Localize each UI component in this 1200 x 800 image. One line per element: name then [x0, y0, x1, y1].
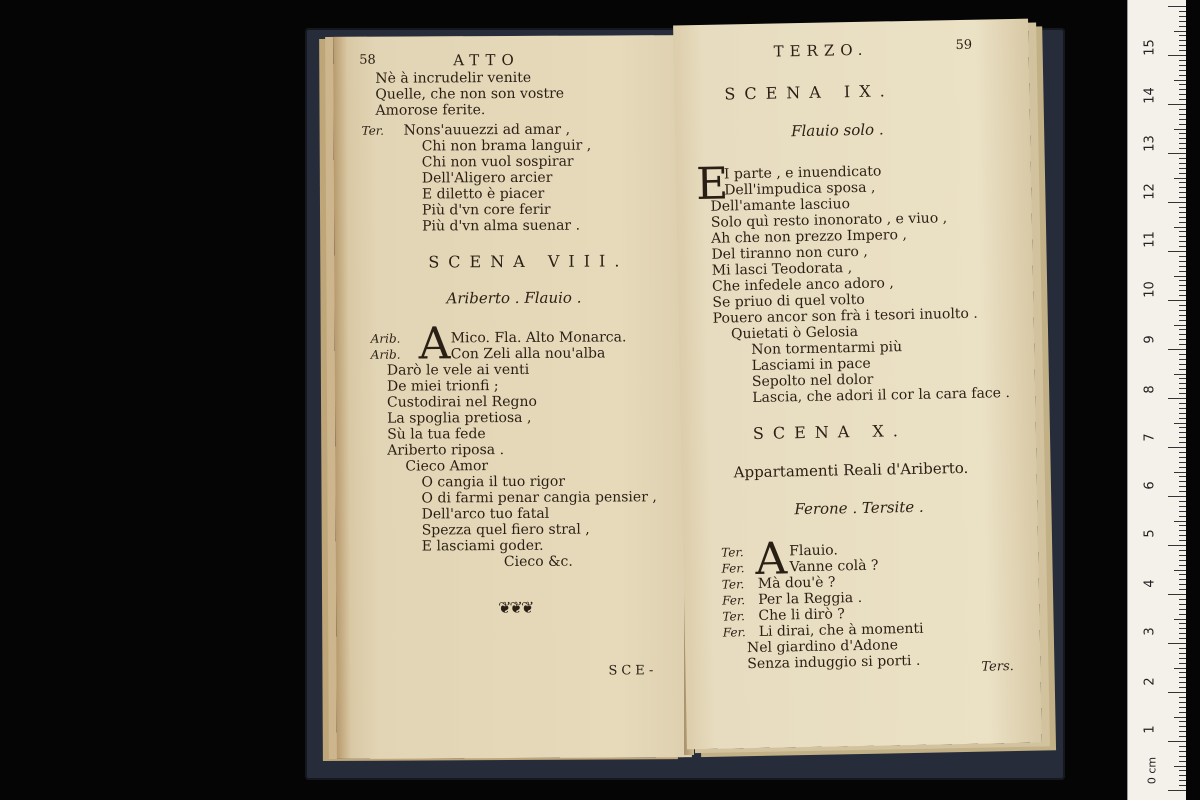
- dialogue-line: Mà dou'è ?: [757, 574, 836, 592]
- ruler-tick: [1168, 398, 1186, 399]
- ruler-tick: [1179, 663, 1186, 664]
- ruler-tick: [1179, 731, 1186, 732]
- ruler-tick: [1179, 163, 1186, 164]
- ruler-tick: [1179, 271, 1186, 272]
- running-head: ATTO: [453, 50, 520, 70]
- ruler-tick: [1179, 609, 1186, 610]
- ruler-tick: [1174, 472, 1186, 473]
- ruler-tick: [1179, 599, 1186, 600]
- ruler-tick: [1179, 295, 1186, 296]
- ruler-tick: [1174, 717, 1186, 718]
- ruler-tick: [1179, 437, 1186, 438]
- ruler-tick: [1179, 290, 1186, 291]
- scene-characters: Ariberto . Flauio .: [446, 288, 582, 308]
- ruler-tick: [1174, 374, 1186, 375]
- verse-line: Ah che non prezzo Impero ,: [711, 227, 908, 247]
- ruler-tick: [1179, 775, 1186, 776]
- verse-line: Chi non vuol sospirar: [421, 153, 574, 171]
- verse-line: La spoglia pretiosa ,: [387, 409, 532, 427]
- ruler-tick: [1179, 501, 1186, 502]
- scene-setting: Appartamenti Reali d'Ariberto.: [733, 458, 969, 482]
- speaker-label: Fer.: [722, 625, 746, 640]
- ruler-tick: [1179, 712, 1186, 713]
- verse-line: Sù la tua fede: [387, 426, 486, 443]
- verse-line: Cieco Amor: [405, 458, 489, 475]
- ruler-tick: [1179, 369, 1186, 370]
- ruler-tick: [1179, 457, 1186, 458]
- ruler-tick: [1174, 668, 1186, 669]
- speaker-label: Arib.: [370, 347, 401, 362]
- ruler-tick: [1168, 349, 1186, 350]
- ruler-tick: [1179, 623, 1186, 624]
- ruler-number: 3: [1142, 627, 1158, 636]
- verse-line: Quelle, che non son vostre: [375, 85, 565, 103]
- ruler-tick: [1179, 339, 1186, 340]
- verse-line: Dell'arco tuo fatal: [421, 505, 550, 523]
- ruler-tick: [1179, 359, 1186, 360]
- verse-line: Che infedele anco adoro ,: [711, 275, 894, 295]
- ruler-tick: [1179, 231, 1186, 232]
- dialogue-line: Flauio.: [789, 542, 839, 560]
- verse-line: Dell'Aligero arcier: [421, 169, 553, 187]
- ornament-icon: ❦❦❦: [498, 597, 533, 618]
- drop-cap: E: [695, 158, 729, 211]
- ruler-tick: [1179, 35, 1186, 36]
- ruler-tick: [1179, 173, 1186, 174]
- ruler-tick: [1179, 736, 1186, 737]
- ruler-number: 15: [1142, 39, 1158, 56]
- ruler-tick: [1179, 217, 1186, 218]
- ruler-tick: [1179, 109, 1186, 110]
- ruler-tick: [1179, 614, 1186, 615]
- ruler-tick: [1179, 11, 1186, 12]
- ruler-number: 11: [1142, 231, 1158, 248]
- speaker-label: Arib.: [370, 331, 401, 346]
- verse-line: Quietati ò Gelosia: [730, 323, 859, 343]
- ruler-tick: [1179, 403, 1186, 404]
- ruler-tick: [1179, 187, 1186, 188]
- dialogue-line: Li dirai, che à momenti: [758, 620, 924, 640]
- verse-line: Nons'auuezzi ad amar ,: [403, 121, 571, 139]
- running-head: TERZO.: [773, 40, 869, 61]
- ruler-tick: [1179, 408, 1186, 409]
- ruler-tick: [1179, 516, 1186, 517]
- verse-line: Del tiranno non curo ,: [711, 243, 868, 263]
- ruler-tick: [1179, 467, 1186, 468]
- ruler-tick: [1179, 182, 1186, 183]
- dialogue-line: Con Zeli alla nou'alba: [450, 345, 606, 363]
- ruler-tick: [1179, 344, 1186, 345]
- ruler-tick: [1179, 721, 1186, 722]
- ruler-tick: [1179, 584, 1186, 585]
- ruler-tick: [1179, 413, 1186, 414]
- ruler-tick: [1179, 320, 1186, 321]
- ruler-tick: [1179, 432, 1186, 433]
- ruler-tick: [1168, 594, 1186, 595]
- verse-line: Spezza quel fiero stral ,: [421, 521, 590, 539]
- page-number: 59: [955, 37, 973, 54]
- dialogue-line: Mico. Fla. Alto Monarca.: [450, 329, 627, 347]
- ruler-tick: [1168, 55, 1186, 56]
- ruler-tick: [1179, 756, 1186, 757]
- ruler-tick: [1179, 707, 1186, 708]
- ruler-tick: [1179, 770, 1186, 771]
- verse-line: O di farmi penar cangia pensier ,: [421, 489, 657, 507]
- scene-heading: SCENA X.: [752, 421, 908, 444]
- speaker-label: Ter.: [361, 123, 385, 138]
- verse-line: Lasciami in pace: [751, 355, 871, 375]
- ruler-number: 9: [1142, 335, 1158, 344]
- verse-line: Più d'vn alma suenar .: [422, 217, 581, 235]
- ruler-tick: [1168, 692, 1186, 693]
- ruler-tick: [1179, 751, 1186, 752]
- ruler-tick: [1179, 75, 1186, 76]
- ruler-tick: [1179, 334, 1186, 335]
- ruler-number: 14: [1142, 87, 1158, 104]
- ruler-tick: [1179, 427, 1186, 428]
- ruler-tick: [1179, 442, 1186, 443]
- ruler-tick: [1179, 378, 1186, 379]
- ruler-tick: [1174, 521, 1186, 522]
- ruler-number: 2: [1142, 677, 1158, 686]
- ruler-tick: [1179, 65, 1186, 66]
- verse-line: Dell'impudica sposa ,: [724, 179, 876, 199]
- ruler-tick: [1179, 633, 1186, 634]
- verse-line: Ariberto riposa .: [387, 442, 505, 459]
- drop-cap: A: [418, 318, 451, 370]
- ruler-tick: [1179, 388, 1186, 389]
- ruler-tick: [1179, 383, 1186, 384]
- ruler-tick: [1179, 638, 1186, 639]
- ruler-tick: [1179, 329, 1186, 330]
- ruler-unit: 0 cm: [1145, 756, 1159, 785]
- verse-line: Darò le vele ai venti: [386, 361, 530, 379]
- ruler-tick: [1179, 236, 1186, 237]
- ruler-tick: [1174, 766, 1186, 767]
- ruler-tick: [1179, 192, 1186, 193]
- ruler-tick: [1174, 31, 1186, 32]
- ruler-tick: [1179, 266, 1186, 267]
- verse-line: Mi lasci Teodorata ,: [711, 260, 853, 279]
- ruler-tick: [1174, 276, 1186, 277]
- dialogue-line: Per la Reggia .: [757, 589, 863, 608]
- ruler-tick: [1179, 50, 1186, 51]
- ruler-tick: [1179, 555, 1186, 556]
- speaker-label: Ter.: [721, 545, 744, 560]
- verse-line: Non tormentarmi più: [751, 339, 903, 359]
- ruler-tick: [1179, 687, 1186, 688]
- ruler-tick: [1179, 476, 1186, 477]
- ruler-tick: [1179, 315, 1186, 316]
- ruler-tick: [1174, 570, 1186, 571]
- ruler-tick: [1179, 133, 1186, 134]
- page-number: 58: [359, 52, 376, 68]
- ruler-tick: [1174, 227, 1186, 228]
- ruler-tick: [1179, 168, 1186, 169]
- ruler-number: 1: [1142, 725, 1158, 734]
- verse-line: De miei trionfi ;: [386, 378, 499, 395]
- ruler-tick: [1179, 124, 1186, 125]
- left-page: [333, 35, 692, 759]
- ruler-tick: [1168, 104, 1186, 105]
- ruler-number: 10: [1142, 281, 1158, 298]
- ruler-tick: [1179, 143, 1186, 144]
- ruler-tick: [1179, 506, 1186, 507]
- ruler-tick: [1179, 138, 1186, 139]
- ruler-tick: [1179, 305, 1186, 306]
- verse-line: Nè à incrudelir venite: [375, 69, 532, 87]
- ruler-tick: [1179, 746, 1186, 747]
- ruler-tick: [1179, 491, 1186, 492]
- ruler-tick: [1179, 212, 1186, 213]
- ruler-tick: [1179, 99, 1186, 100]
- drop-cap: A: [754, 533, 788, 585]
- ruler-tick: [1179, 393, 1186, 394]
- speaker-label: Fer.: [721, 593, 746, 608]
- ruler-tick: [1179, 702, 1186, 703]
- verse-line: Sepolto nel dolor: [751, 371, 874, 391]
- ruler-tick: [1174, 619, 1186, 620]
- verse-line: Pouero ancor son frà i tesori inuolto .: [712, 305, 978, 327]
- ruler-tick: [1179, 310, 1186, 311]
- speaker-label: Ter.: [721, 577, 745, 592]
- ruler-tick: [1179, 550, 1186, 551]
- dialogue-line: Che li dirò ?: [758, 606, 845, 624]
- dialogue-line: Vanne colà ?: [789, 557, 879, 576]
- ruler-tick: [1168, 251, 1186, 252]
- ruler-number: 13: [1142, 135, 1158, 152]
- verse-line: Più d'vn core ferir: [421, 201, 551, 219]
- ruler-tick: [1179, 84, 1186, 85]
- ruler-number: 4: [1142, 579, 1158, 588]
- ruler-tick: [1179, 511, 1186, 512]
- ruler-tick: [1179, 16, 1186, 17]
- ruler-tick: [1179, 452, 1186, 453]
- ruler-tick: [1179, 525, 1186, 526]
- ruler-tick: [1179, 560, 1186, 561]
- ruler-tick: [1179, 648, 1186, 649]
- ruler-tick: [1168, 496, 1186, 497]
- ruler-tick: [1179, 70, 1186, 71]
- ruler-tick: [1179, 222, 1186, 223]
- ruler-tick: [1179, 148, 1186, 149]
- ruler-tick: [1179, 114, 1186, 115]
- ruler-tick: [1179, 285, 1186, 286]
- ruler-tick: [1179, 119, 1186, 120]
- ruler-tick: [1179, 261, 1186, 262]
- right-page: [673, 19, 1042, 750]
- ruler-tick: [1179, 256, 1186, 257]
- verse-line: Lascia, che adori il cor la cara face .: [752, 385, 1011, 407]
- ruler-tick: [1179, 364, 1186, 365]
- verse-line: Amorose ferite.: [375, 102, 486, 119]
- ruler-tick: [1179, 246, 1186, 247]
- ruler-number: 7: [1142, 433, 1158, 442]
- ruler-tick: [1179, 280, 1186, 281]
- ruler-tick: [1179, 462, 1186, 463]
- scene-characters: Ferone . Tersite .: [794, 497, 924, 519]
- ruler-tick: [1179, 574, 1186, 575]
- ruler-tick: [1179, 418, 1186, 419]
- catchword: Ters.: [981, 659, 1014, 675]
- ruler-tick: [1179, 653, 1186, 654]
- scene-heading: SCENA VIII.: [428, 251, 629, 272]
- ruler-tick: [1168, 741, 1186, 742]
- ruler-tick: [1168, 300, 1186, 301]
- verse-line: Se priuo di quel volto: [712, 291, 865, 311]
- ruler-tick: [1179, 40, 1186, 41]
- ruler-tick: [1179, 726, 1186, 727]
- ruler-tick: [1179, 535, 1186, 536]
- dialogue-line: Nel giardino d'Adone: [746, 637, 899, 657]
- ruler-tick: [1179, 530, 1186, 531]
- ruler-tick: [1179, 21, 1186, 22]
- ruler-number: 12: [1142, 183, 1158, 200]
- ruler-tick: [1179, 540, 1186, 541]
- ruler-tick: [1174, 80, 1186, 81]
- ruler-tick: [1174, 178, 1186, 179]
- ruler-tick: [1179, 780, 1186, 781]
- ruler-tick: [1179, 197, 1186, 198]
- ruler-tick: [1179, 486, 1186, 487]
- ruler-tick: [1179, 94, 1186, 95]
- ruler-tick: [1174, 325, 1186, 326]
- verse-line: I parte , e inuendicato: [723, 163, 882, 183]
- scene-heading: SCENA IX.: [724, 81, 894, 104]
- verse-line: E lasciami goder.: [421, 537, 544, 555]
- ruler-tick: [1174, 129, 1186, 130]
- ruler-tick: [1179, 785, 1186, 786]
- ruler-tick: [1179, 697, 1186, 698]
- ruler-tick: [1179, 26, 1186, 27]
- ruler-tick: [1179, 354, 1186, 355]
- ruler-tick: [1174, 423, 1186, 424]
- speaker-label: Fer.: [721, 561, 745, 576]
- ruler-tick: [1179, 481, 1186, 482]
- ruler-tick: [1179, 45, 1186, 46]
- ruler-tick: [1179, 241, 1186, 242]
- ruler-tick: [1179, 677, 1186, 678]
- ruler-tick: [1179, 579, 1186, 580]
- ruler-tick: [1179, 565, 1186, 566]
- ruler-tick: [1179, 761, 1186, 762]
- ruler-tick: [1168, 6, 1186, 7]
- verse-line: O cangia il tuo rigor: [421, 473, 566, 491]
- ruler-tick: [1179, 158, 1186, 159]
- speaker-label: Ter.: [722, 609, 745, 624]
- verse-line: Cieco &c.: [503, 553, 573, 571]
- ruler-tick: [1168, 643, 1186, 644]
- verse-line: E diletto è piacer: [421, 185, 545, 203]
- ruler-tick: [1179, 628, 1186, 629]
- ruler-number: 5: [1142, 529, 1158, 538]
- verse-line: Custodirai nel Regno: [386, 393, 537, 411]
- verse-line: Solo quì resto inonorato , e viuo ,: [710, 210, 948, 231]
- verse-line: Dell'amante lasciuo: [710, 196, 851, 215]
- ruler-tick: [1168, 202, 1186, 203]
- ruler-number: 8: [1142, 385, 1158, 394]
- ruler-number: 6: [1142, 481, 1158, 490]
- ruler-tick: [1179, 207, 1186, 208]
- ruler-tick: [1179, 682, 1186, 683]
- measuring-ruler: [1127, 0, 1186, 800]
- ruler-tick: [1179, 604, 1186, 605]
- ruler-tick: [1179, 589, 1186, 590]
- ruler-tick: [1168, 153, 1186, 154]
- dialogue-line: Senza induggio si porti .: [747, 652, 921, 673]
- ruler-tick: [1179, 89, 1186, 90]
- ruler-tick: [1168, 545, 1186, 546]
- ruler-tick: [1179, 60, 1186, 61]
- ruler-tick: [1179, 658, 1186, 659]
- scene-characters: Flauio solo .: [790, 120, 884, 141]
- ruler-tick: [1168, 447, 1186, 448]
- ruler-tick: [1179, 672, 1186, 673]
- verse-line: Chi non brama languir ,: [421, 137, 592, 155]
- ruler-tick: [1168, 790, 1186, 791]
- catchword: SCE-: [608, 663, 658, 679]
